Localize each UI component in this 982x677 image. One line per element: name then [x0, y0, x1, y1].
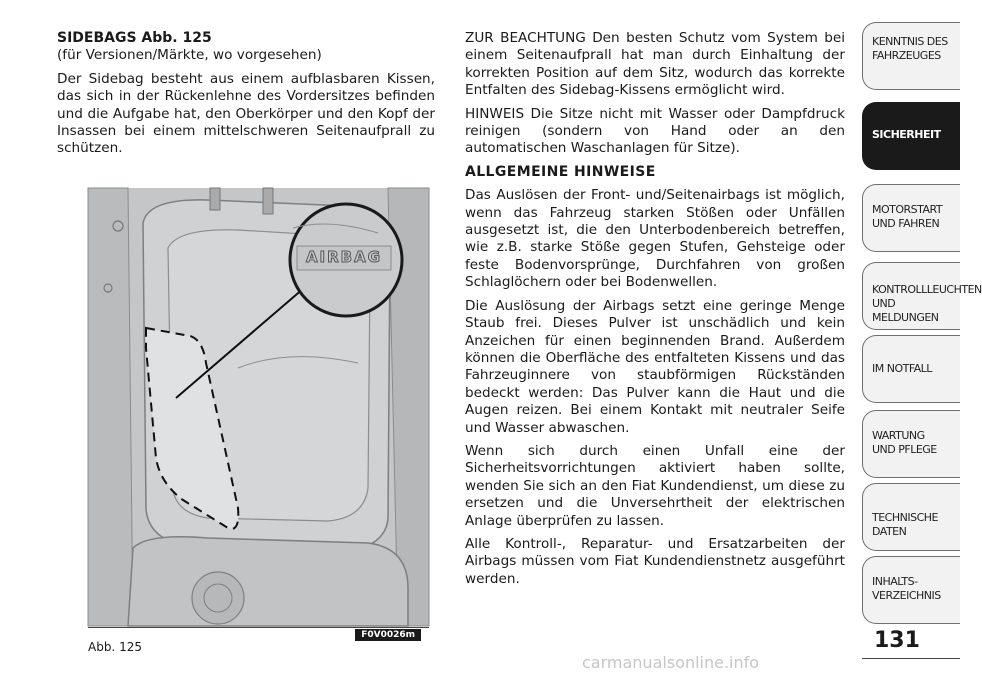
tab-label-line2: UND PFLEGE: [872, 443, 937, 456]
airbag-seat-illustration: [88, 188, 429, 626]
tab-motorstart-und-fahren[interactable]: [862, 184, 960, 252]
tab-im-notfall[interactable]: [862, 335, 960, 403]
section-heading-sidebags: SIDEBAGS Abb. 125: [57, 30, 212, 46]
figure-code: F0V0026m: [355, 629, 421, 641]
tab-label-line1: KONTROLLLEUCHTEN: [872, 283, 982, 296]
tab-label-line2: UND MELDUNGEN: [872, 297, 939, 324]
section-subheading: (für Versionen/Märkte, wo vorgesehen): [57, 47, 322, 64]
right-column: [465, 30, 845, 594]
paragraph-1: Das Auslösen der Front- und/Seitenairbags ist möglich, wenn das Fahrzeug starken Stößen oder Unfällen ausgesetzt ist, die den Unterbodenbereich betreffen, wie z.B. starke Stöße gegen Stufen, Gehsteige oder feste Bodenvorsprünge, Durchfahren von großen Schlaglöchern oder bei Bodenwellen.: [465, 187, 845, 291]
paragraph-3: Wenn sich durch einen Unfall eine der Sicherheitsvorrichtungen aktiviert haben sollte, wenden Sie sich an den Fiat Kundendienst, um diese zu ersetzen und die Unversehrtheit der elektrischen Anlage überprüfen zu lassen.: [465, 442, 845, 529]
tab-label-line2: VERZEICHNIS: [872, 589, 941, 602]
tab-label-line1: MOTORSTART: [872, 203, 943, 216]
note-paragraph: ZUR BEACHTUNG Den besten Schutz vom System bei einem Seitenaufprall hat man durch Einhaltung der korrekten Position auf dem Sitz, wodurch das korrekte Entfalten des Sidebag-Kissens ermöglicht wird.: [465, 30, 845, 99]
tab-label-line1: SICHERHEIT: [872, 128, 941, 141]
tab-label-line1: TECHNISCHE DATEN: [872, 511, 938, 538]
sidebag-paragraph: Der Sidebag besteht aus einem aufblasbaren Kissen, das sich in der Rückenlehne des Vordersitzes befinden und die Aufgabe hat, den Oberkörper und den Kopf der Insassen bei einem mittelschweren Seitenaufprall zu schützen.: [57, 70, 435, 157]
tab-label-line2: UND FAHREN: [872, 217, 940, 230]
figure-caption-row: [88, 627, 429, 654]
hinweis-paragraph: HINWEIS Die Sitze nicht mit Wasser oder Dampfdruck reinigen (sondern von Hand oder an den automatischen Waschanlagen für Sitze).: [465, 105, 845, 157]
airbag-label: AIRBAG: [305, 248, 383, 266]
tab-technische-daten[interactable]: [862, 483, 960, 551]
tab-label-line1: KENNTNIS DES: [872, 35, 948, 48]
figure-caption: Abb. 125: [88, 640, 142, 654]
tab-kontrollleuchten-und-meldungen[interactable]: [862, 262, 982, 330]
tab-inhaltsverzeichnis[interactable]: [862, 556, 960, 624]
tab-label-line1: IM NOTFALL: [872, 362, 932, 375]
section-title-allgemeine-hinweise: ALLGEMEINE HINWEISE: [465, 163, 656, 180]
tab-kenntnis-des-fahrzeuges[interactable]: [862, 22, 960, 90]
paragraph-4: Alle Kontroll-, Reparatur- und Ersatzarbeiten der Airbags müssen vom Fiat Kundendienstnetz ausgeführt werden.: [465, 535, 845, 587]
left-column: [57, 30, 435, 164]
page-number-rule: [862, 658, 960, 659]
tab-label-line1: WARTUNG: [872, 429, 925, 442]
paragraph-2: Die Auslösung der Airbags setzt eine geringe Menge Staub frei. Dieses Pulver ist unschädlich und kein Anzeichen für einen beginnenden Brand. Außerdem können die Oberfläche des entfalteten Kissens und das Fahrzeuginnere von staubförmigen Rückständen bedeckt werden: Das Pulver kann die Haut und die Augen reizen. Bei einem Kontakt mit neutraler Seife und Wasser abwaschen.: [465, 297, 845, 436]
tab-label-line1: INHALTS-: [872, 575, 918, 588]
tab-label-line2: FAHRZEUGES: [872, 49, 941, 62]
tab-wartung-und-pflege[interactable]: [862, 410, 960, 478]
watermark: carmanualsonline.info: [582, 653, 760, 672]
page-number: 131: [874, 628, 920, 653]
tab-sicherheit[interactable]: [862, 102, 960, 170]
